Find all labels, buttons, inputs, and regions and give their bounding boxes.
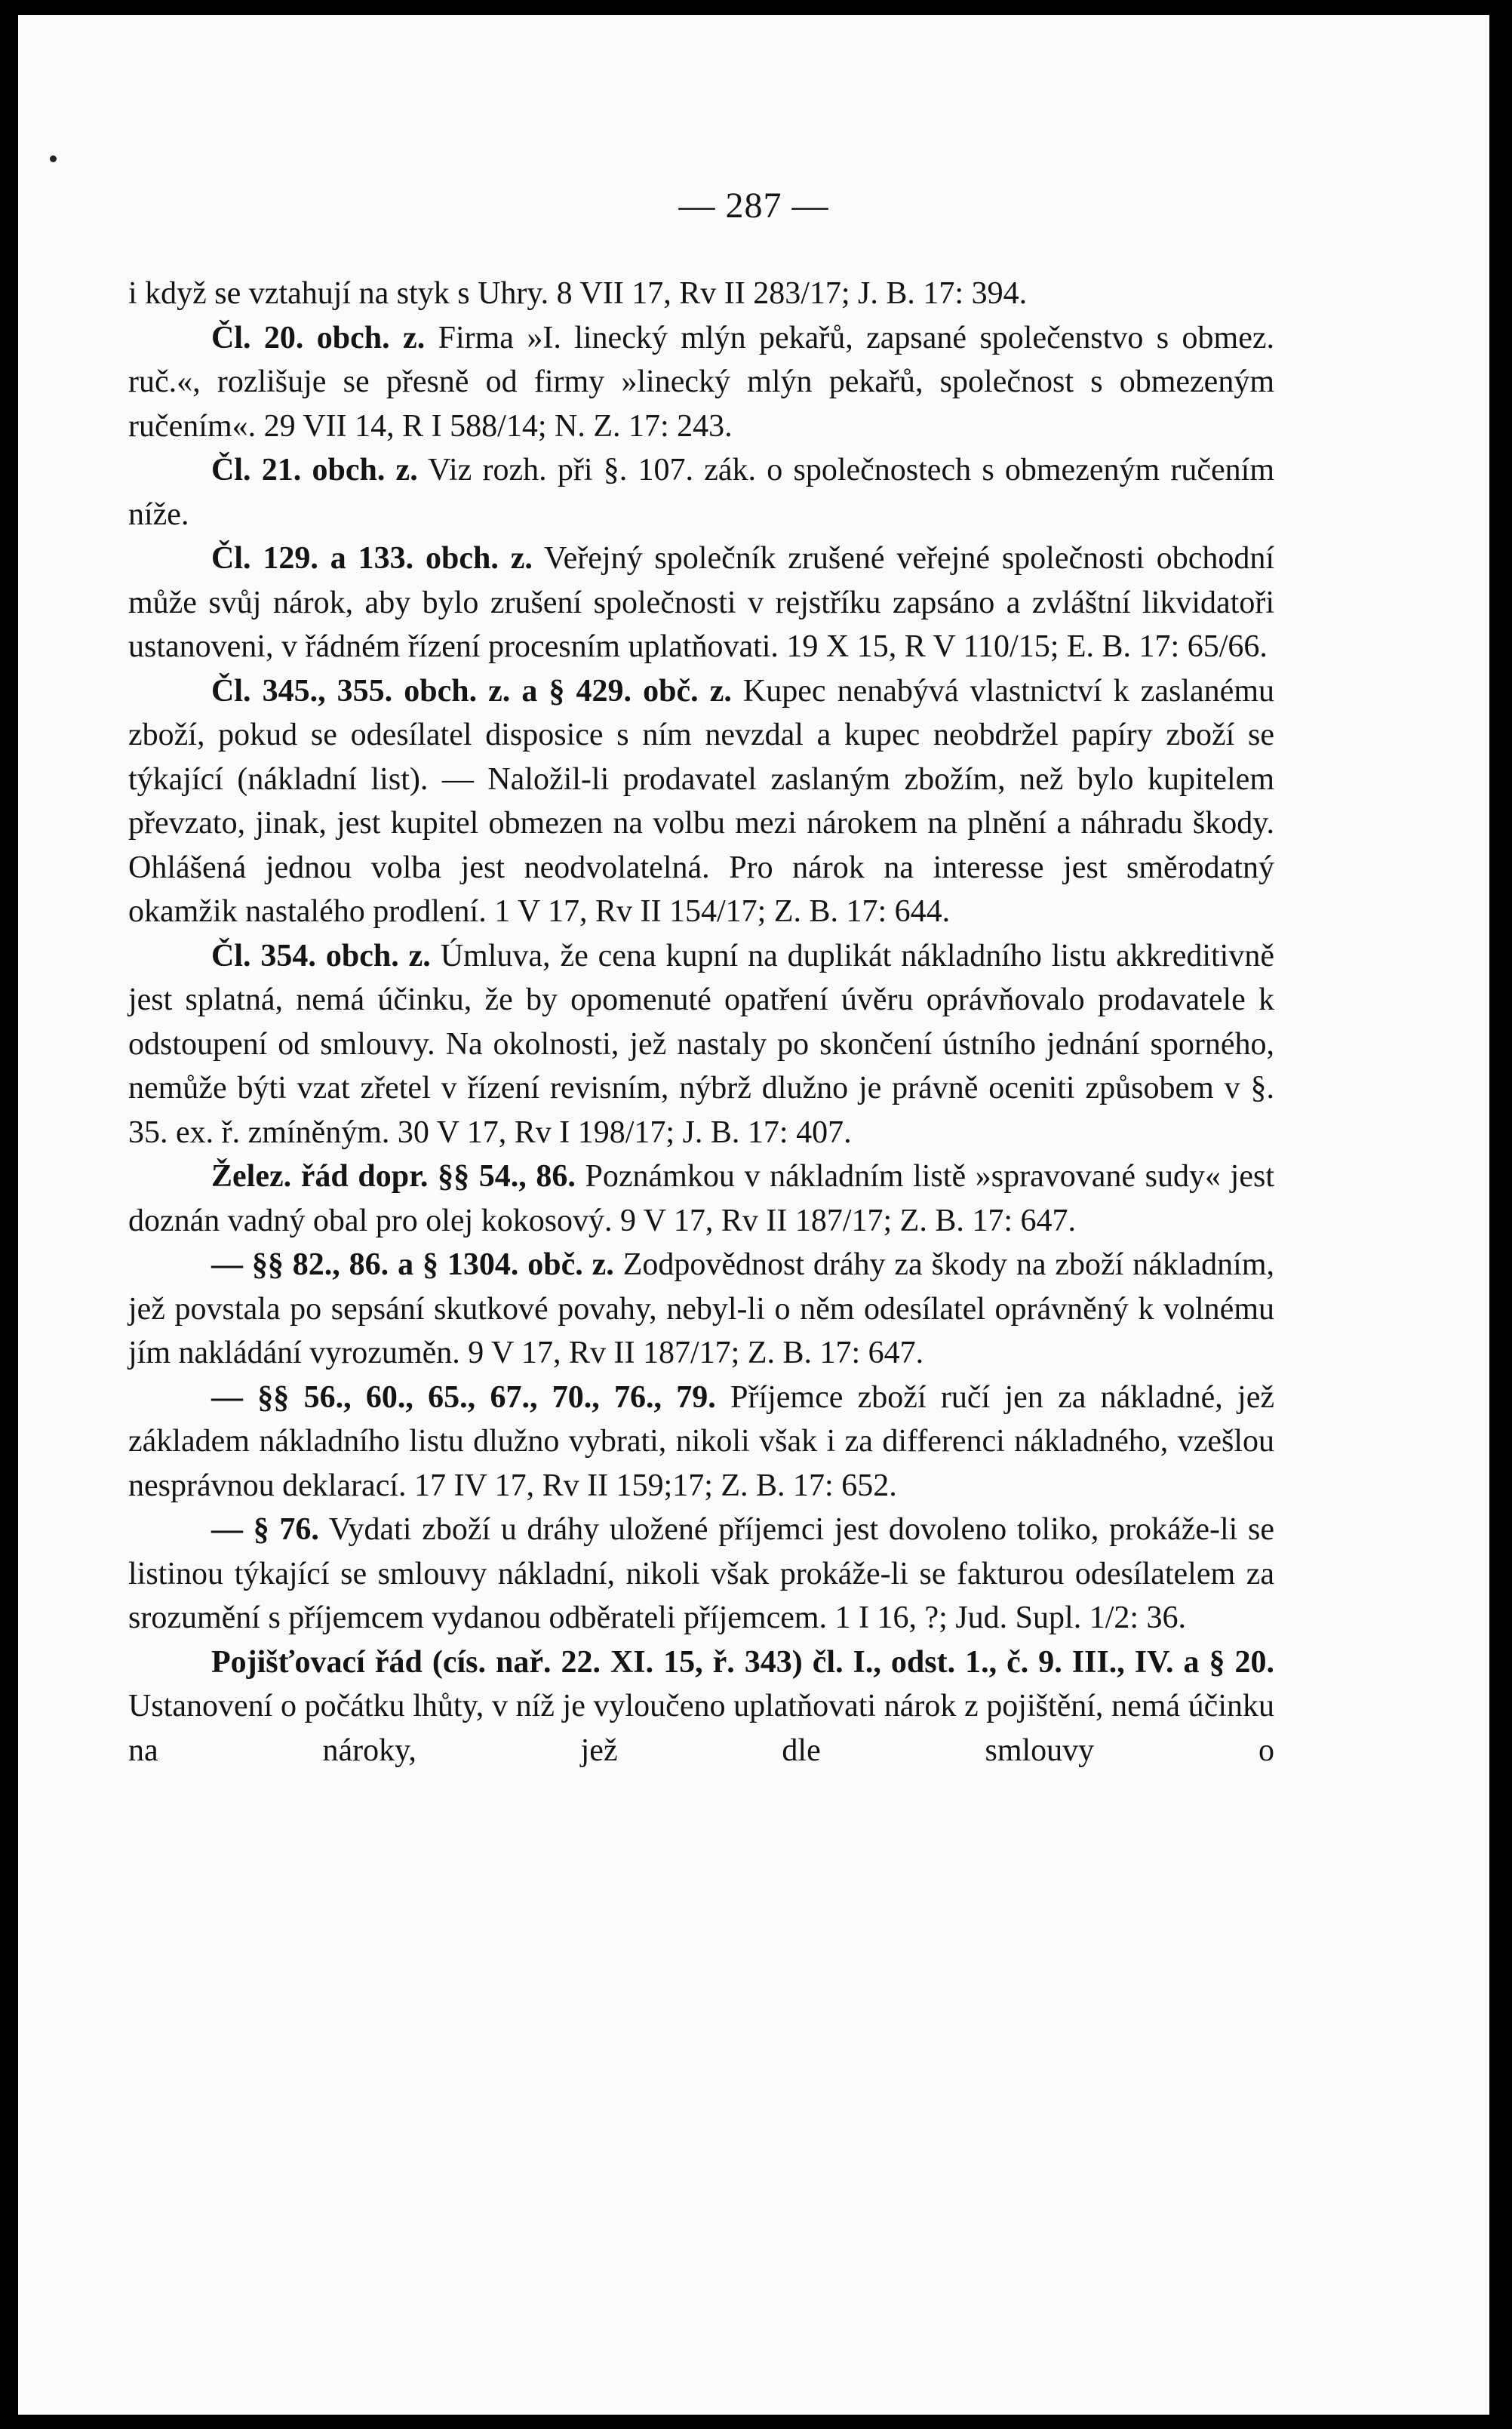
body-text	[128, 272, 1274, 1773]
paragraph-lead: Čl. 345., 355. obch. z. a § 429. obč. z.	[211, 673, 732, 709]
paragraph-text: Poznámkou v nákladním listě »spravované sudy« jest doznán vadný obal pro olej kokosový. 9 V 17, Rv II 187/17; Z. B. 17: 647.	[128, 1159, 1274, 1238]
scan-speck	[50, 155, 57, 162]
paragraph-lead: Čl. 20. obch. z.	[211, 320, 426, 355]
paragraph	[128, 1508, 1274, 1640]
paragraph-text: Příjemce zboží ručí jen za nákladné, jež základem nákladního listu dlužno vybrati, nikoli však i za differenci nákladného, vzešlou nesprávnou deklarací. 17 IV 17, Rv II 159;17; Z. B. 17: 652.	[128, 1379, 1274, 1503]
paragraph-text: Úmluva, že cena kupní na duplikát nákladního listu akkreditivně jest splatná, nemá účinku, že by opomenuté opatření úvěru oprávňovalo prodavatele k odstoupení od smlouvy. Na okolnosti, jež nastaly po skončení ústního jednání sporného, nemůže býti vzat zřetel v řízení revisním, nýbrž dlužno je právně oceniti způsobem v §. 35. ex. ř. zmíněným. 30 V 17, Rv I 198/17; J. B. 17: 407.	[128, 938, 1274, 1150]
paragraph-text: Veřejný společník zrušené veřejné společnosti obchodní může svůj nárok, aby bylo zrušení společnosti v rejstříku zapsáno a zvláštní likvidatoři ustanoveni, v řádném řízení procesním uplatňovati. 19 X 15, R V 110/15; E. B. 17: 65/66.	[128, 541, 1274, 664]
paragraph-lead: Čl. 129. a 133. obch. z.	[211, 541, 533, 576]
paragraph	[128, 316, 1274, 449]
page-number: — 287 —	[678, 186, 829, 226]
paragraph	[128, 448, 1274, 537]
paragraph	[128, 1640, 1274, 1773]
paragraph-text: Zodpovědnost dráhy za škody na zboží nákladním, jež povstala po sepsání skutkové povahy, nebyl-li o něm odesílatel oprávněný k volnému jím nakládání vyrozuměn. 9 V 17, Rv II 187/17; Z. B. 17: 647.	[128, 1247, 1274, 1370]
paragraph	[128, 1155, 1274, 1243]
paragraph	[128, 1376, 1274, 1508]
paragraph-text: Firma »I. linecký mlýn pekařů, zapsané společenstvo s obmez. ruč.«, rozlišuje se přesně od firmy »linecký mlýn pekařů, společnost s obmezeným ručením«. 29 VII 14, R I 588/14; N. Z. 17: 243.	[128, 320, 1274, 444]
paragraph-text: Kupec nenabývá vlastnictví k zaslanému zboží, pokud se odesílatel disposice s ním nevzdal a kupec neobdržel papíry zboží se týkající (nákladní list). — Naložil-li prodavatel zaslaným zbožím, než bylo kupitelem převzato, jinak, jest kupitel obmezen na volbu mezi nárokem na plnění a náhradu škody. Ohlášená jednou volba jest neodvolatelná. Pro nárok na interesse jest směrodatný okamžik nastalého prodlení. 1 V 17, Rv II 154/17; Z. B. 17: 644.	[128, 673, 1274, 929]
paragraph-lead: — §§ 56., 60., 65., 67., 70., 76., 79.	[211, 1379, 716, 1415]
paragraph-text: Viz rozh. při §. 107. zák. o společnostech s obmezeným ručením níže.	[128, 453, 1274, 532]
paragraph	[128, 934, 1274, 1155]
paragraph-text: Ustanovení o počátku lhůty, v níž je vyloučeno uplatňovati nárok z pojištění, nemá účinku na nároky, jež dle smlouvy o	[128, 1689, 1274, 1768]
paragraph-lead: Čl. 21. obch. z.	[211, 453, 418, 487]
paragraph	[128, 1243, 1274, 1376]
paragraph	[128, 537, 1274, 669]
paragraph-text: Vydati zboží u dráhy uložené příjemci jest dovoleno toliko, prokáže-li se listinou týkající se smlouvy nákladní, nikoli však prokáže-li se fakturou odesílatelem za srozumění s příjemcem vydanou odběrateli příjemcem. 1 I 16, ?; Jud. Supl. 1/2: 36.	[128, 1512, 1274, 1635]
paragraph	[128, 669, 1274, 934]
paragraph-lead: Čl. 354. obch. z.	[211, 938, 431, 973]
paragraph-lead: Želez. řád dopr. §§ 54., 86.	[211, 1159, 576, 1194]
paragraph-lead: — §§ 82., 86. a § 1304. obč. z.	[211, 1247, 614, 1282]
document-page	[18, 15, 1489, 2415]
paragraph-lead: — § 76.	[211, 1512, 319, 1547]
paragraph-lead: Pojišťovací řád (cís. nař. 22. XI. 15, ř. 343) čl. I., odst. 1., č. 9. III., IV. a § 20.	[211, 1644, 1274, 1680]
paragraph: i když se vztahují na styk s Uhry. 8 VII 17, Rv II 283/17; J. B. 17: 394.	[128, 276, 1028, 311]
